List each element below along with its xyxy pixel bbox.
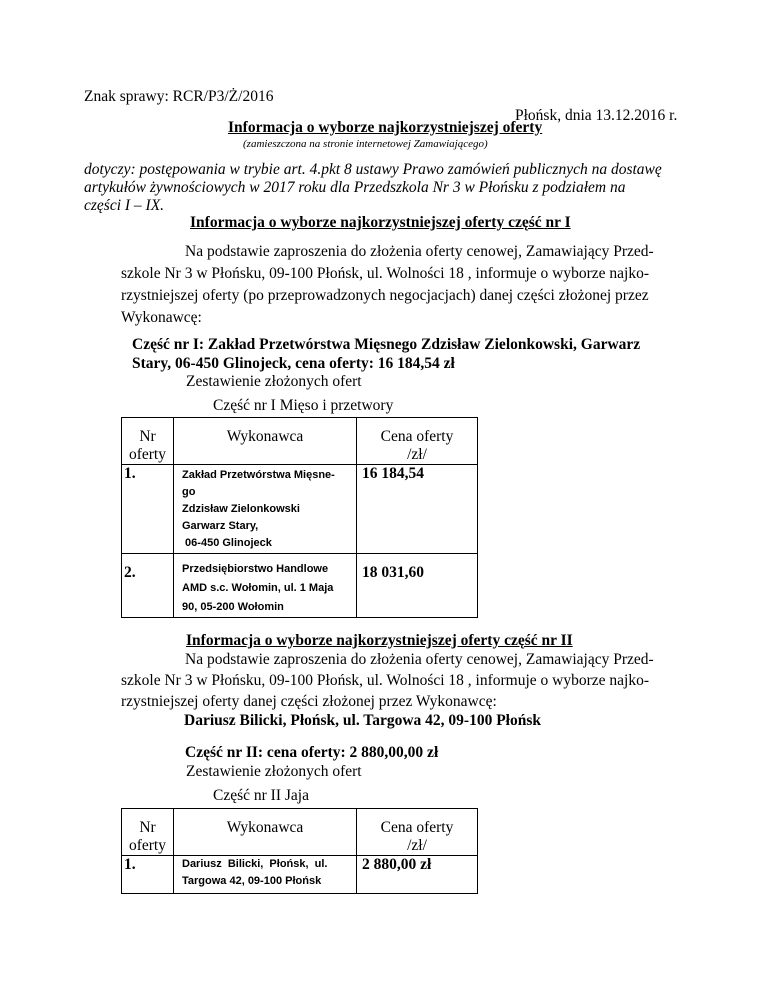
header-cell-contractor: Wykonawca	[174, 809, 357, 856]
header-cell-price: Cena oferty /zł/	[357, 809, 478, 856]
part1-winner: Część nr I: Zakład Przetwórstwa Mięsnego Zdzisław Zielonkowski, Garwarz	[132, 336, 641, 353]
subject-line: dotyczy: postępowania w trybie art. 4.pkt 8 ustawy Prawo zamówień publicznych na dostawę	[84, 161, 662, 178]
table-row	[122, 856, 478, 894]
paragraph-line: Na podstawie zaproszenia do złożenia oferty cenowej, Zamawiający Przed-	[185, 651, 654, 668]
cell-nr: 1.	[122, 856, 174, 894]
part2-winner: Dariusz Bilicki, Płońsk, ul. Targowa 42, 09-100 Płońsk	[184, 712, 541, 729]
part1-winner: Stary, 06-450 Glinojeck, cena oferty: 16 184,54 zł	[132, 355, 455, 372]
part2-summary-label: Zestawienie złożonych ofert	[186, 763, 362, 780]
header-cell-price: Cena oferty /zł/	[357, 418, 478, 465]
table-row	[122, 465, 478, 554]
place-date: Płońsk, dnia 13.12.2016 r.	[515, 107, 678, 124]
page-title: Informacja o wyborze najkorzystniejszej oferty	[228, 119, 543, 136]
table-row	[122, 554, 478, 618]
part1-summary-label: Zestawienie złożonych ofert	[186, 373, 362, 390]
part2-table-caption: Część nr II Jaja	[213, 787, 309, 804]
header-cell-nr: Nr oferty	[122, 809, 174, 856]
paragraph-line: Na podstawie zaproszenia do złożenia oferty cenowej, Zamawiający Przed-	[185, 243, 654, 260]
part2-offers-table	[121, 808, 478, 894]
paragraph-line: rzystniejszej oferty (po przeprowadzonych negocjacjach) danej części złożonej przez	[121, 287, 649, 304]
cell-nr: 1.	[122, 465, 174, 554]
paragraph-line: szkole Nr 3 w Płońsku, 09-100 Płońsk, ul. Wolności 18 , informuje o wyborze najko-	[121, 265, 649, 282]
cell-nr: 2.	[122, 554, 174, 618]
part2-price-line: Część nr II: cena oferty: 2 880,00,00 zł	[185, 744, 439, 761]
paragraph-line: Wykonawcę:	[121, 309, 202, 326]
subject-line: artykułów żywnościowych w 2017 roku dla Przedszkola Nr 3 w Płońsku z podziałem na	[84, 179, 626, 196]
cell-price: 16 184,54	[357, 465, 478, 554]
cell-contractor: Dariusz Bilicki, Płońsk, ul. Targowa 42, 09-100 Płońsk	[174, 856, 357, 894]
cell-contractor: Zakład Przetwórstwa Mięsne- go Zdzisław Zielonkowski Garwarz Stary, 06-450 Glinojeck	[174, 465, 357, 554]
cell-contractor: Przedsiębiorstwo Handlowe AMD s.c. Wołomin, ul. 1 Maja 90, 05-200 Wołomin	[174, 554, 357, 618]
header-cell-nr: Nr oferty	[122, 418, 174, 465]
cell-price: 18 031,60	[357, 554, 478, 618]
table-header-row	[122, 809, 478, 856]
part2-heading: Informacja o wyborze najkorzystniejszej oferty część nr II	[186, 632, 573, 649]
page-subtitle: (zamieszczona na stronie internetowej Zamawiającego)	[243, 138, 488, 150]
cell-price: 2 880,00 zł	[357, 856, 478, 894]
part1-heading: Informacja o wyborze najkorzystniejszej oferty część nr I	[190, 214, 571, 231]
part1-table-caption: Część nr I Mięso i przetwory	[213, 397, 394, 414]
header-cell-contractor: Wykonawca	[174, 418, 357, 465]
subject-line: części I – IX.	[84, 197, 165, 214]
part1-offers-table	[121, 417, 478, 618]
paragraph-line: szkole Nr 3 w Płońsku, 09-100 Płońsk, ul. Wolności 18 , informuje o wyborze najko-	[121, 672, 649, 689]
table-header-row	[122, 418, 478, 465]
paragraph-line: rzystniejszej oferty danej części złożonej przez Wykonawcę:	[121, 693, 497, 710]
case-reference: Znak sprawy: RCR/P3/Ż/2016	[84, 88, 274, 105]
